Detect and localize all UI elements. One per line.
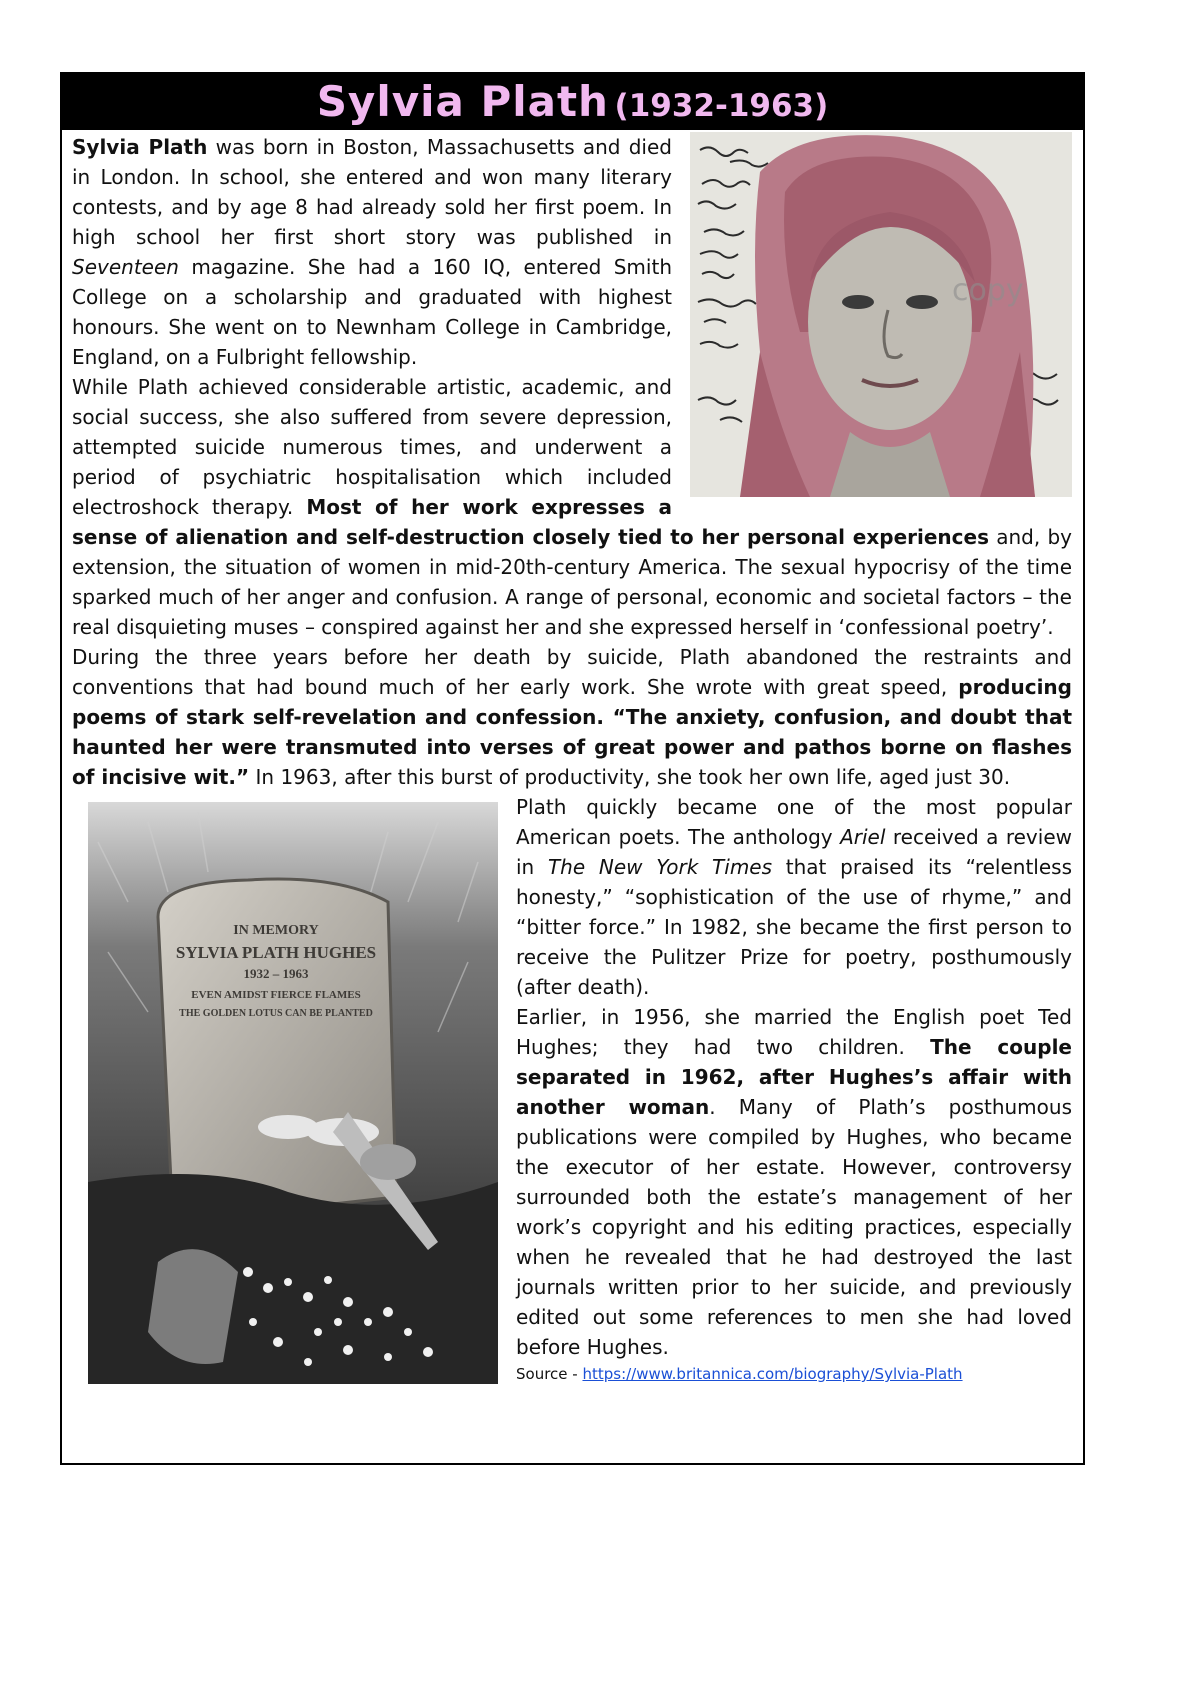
- title-years: (1932-1963): [614, 88, 829, 124]
- paragraph-text: and, by extension, the situation of women in mid-20th-century America. The sexual hypocrisy of the time sparked much of her anger and confusion. A range of personal, economic and societal factors – the real disquieting muses – conspired against her and she expressed herself in ‘confessional poetry’.: [72, 525, 1072, 639]
- bold-highlight: The couple separated in 1962, after Hughes’s affair with another woman: [516, 1035, 1072, 1119]
- bold-highlight: producing poems of stark self-revelation and confession. “The anxiety, confusion, and doubt that haunted her were transmuted into verses of great power and pathos borne on flashes of incisive wit.”: [72, 675, 1072, 789]
- source-link[interactable]: https://www.britannica.com/biography/Sylvia-Plath: [582, 1365, 963, 1383]
- title-name: Sylvia Plath: [316, 77, 609, 126]
- paragraph-text: that praised its “relentless honesty,” “sophistication of the use of rhyme,” and “bitter force.” In 1982, she became the first person to receive the Pulitzer Prize for poetry, posthumously (after death).: [516, 855, 1073, 999]
- headstone-line3: 1932 – 1963: [243, 966, 309, 981]
- newspaper-title: The New York Times: [547, 855, 773, 879]
- paragraph-text: received a review in: [516, 825, 1072, 879]
- paragraph-text: was born in Boston, Massachusetts and died in London. In school, she entered and won many literary contests, and by age 8 had already sold her first poem. In high school her first short story was published in: [72, 135, 672, 249]
- paragraph-final-years: [72, 642, 1072, 792]
- article-body: [72, 132, 1072, 1462]
- gravestone-photo: [88, 802, 498, 1384]
- sylvia-plath-portrait: [690, 132, 1072, 497]
- magazine-title: Seventeen: [72, 255, 179, 279]
- paragraph-text: While Plath achieved considerable artistic, academic, and social success, she also suffered from severe depression, attempted suicide numerous times, and underwent a period of psychiatric hospitalisation which included electroshock therapy.: [72, 375, 672, 519]
- paragraph-text: In 1963, after this burst of productivity, she took her own life, aged just 30.: [249, 765, 1011, 789]
- paragraph-text: During the three years before her death by suicide, Plath abandoned the restraints and conventions that had bound much of her early work. She wrote with great speed,: [72, 645, 1072, 699]
- name-emphasis: Sylvia Plath: [72, 135, 208, 159]
- headstone-line5: THE GOLDEN LOTUS CAN BE PLANTED: [179, 1008, 373, 1019]
- headstone-line2: SYLVIA PLATH HUGHES: [175, 943, 377, 962]
- headstone-line1: IN MEMORY: [233, 923, 319, 938]
- paragraph-text: magazine. She had a 160 IQ, entered Smith College on a scholarship and graduated with highest honours. She went on to Newnham College in Cambridge, England, on a Fulbright fellowship.: [72, 255, 672, 369]
- title-bar: [62, 74, 1083, 130]
- source-label: Source -: [516, 1365, 583, 1383]
- paragraph-text: Earlier, in 1956, she married the English poet Ted Hughes; they had two children.: [516, 1005, 1072, 1059]
- paragraph-text: Plath quickly became one of the most popular American poets. The anthology: [516, 795, 1072, 849]
- portrait-watermark: copy: [952, 273, 1024, 308]
- headstone-line4: EVEN AMIDST FIERCE FLAMES: [191, 989, 361, 1001]
- paragraph-text: . Many of Plath’s posthumous publications were compiled by Hughes, who became the executor of her estate. However, controversy surrounded both the estate’s management of her work’s copyright and his editing practices, especially when he revealed that he had destroyed the last journals written prior to her suicide, and previously edited out some references to men she had loved before Hughes.: [516, 1095, 1072, 1359]
- bold-highlight: Most of her work expresses a sense of alienation and self-destruction closely tied to her personal experiences: [72, 495, 989, 549]
- anthology-title: Ariel: [840, 825, 886, 849]
- worksheet-frame: [60, 72, 1085, 1465]
